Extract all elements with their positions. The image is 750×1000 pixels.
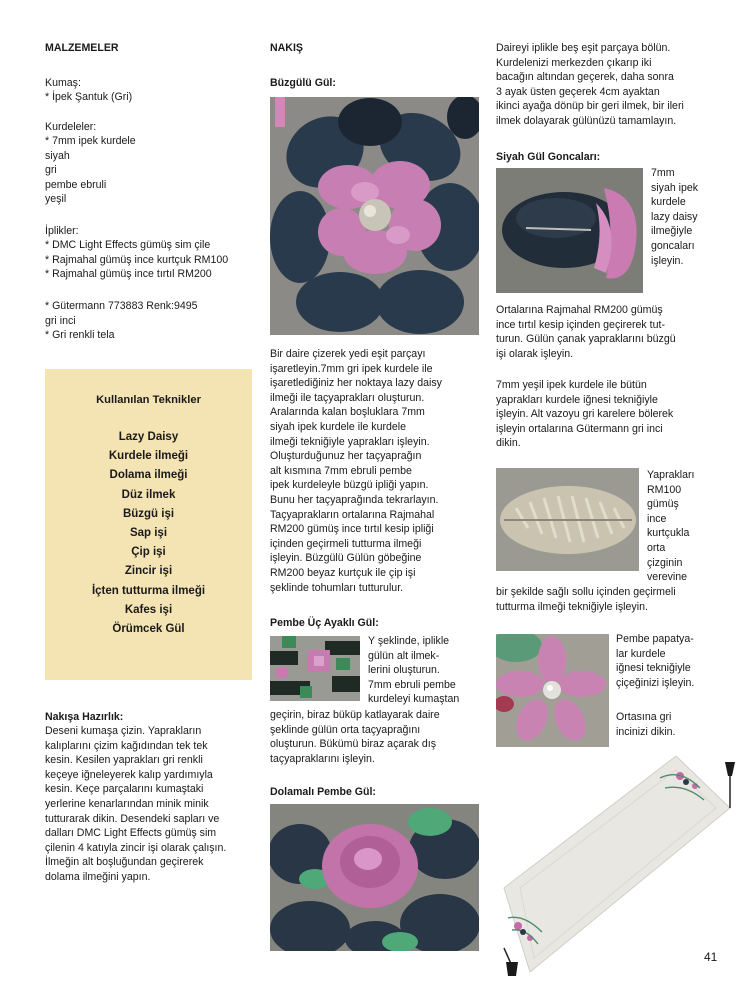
buzgulu-line: Oluşturduğunuz her taçyaprağın (270, 450, 422, 463)
yaprak-line: çizginin (647, 556, 683, 569)
ribbon-item: * 7mm ipek kurdele (45, 135, 136, 147)
yesil-line: işleyin. Alt vazoyu gri karelere bölerek (496, 408, 674, 421)
thread-item: * Rajmahal gümüş ince kurtçuk RM100 (45, 253, 229, 266)
technique-item: Büzgü işi (122, 507, 175, 520)
papatya-line: iğnesi tekniğiyle (616, 662, 691, 675)
techniques-list (45, 428, 252, 639)
yaprak-line: RM100 (647, 483, 682, 496)
yaprak-text (496, 585, 676, 614)
techniques-box (45, 369, 252, 680)
pembe-line: Y şeklinde, iplikle (368, 635, 450, 647)
buzgulu-line: işaretleyin.7mm gri ipek kurdele ile (270, 362, 433, 375)
pembe-line: oluşturun. Bükümü biraz açarak dış (270, 738, 437, 751)
prep-line: kesin. Kesilen yaprakları gri renkli (45, 754, 203, 767)
buzgulu-line: şeklinde tohumları tutturulur. (270, 581, 404, 594)
yesil-line: işleyin ortalarına Gütermann gri inci (496, 422, 663, 435)
ribbons-label: Kurdeleler: (45, 121, 97, 133)
technique-item: Dolama ilmeği (109, 469, 188, 482)
fabric-label: Kumaş: (45, 77, 81, 89)
intro-line: Kurdelenizi merkezden çıkarıp iki (496, 56, 652, 69)
intro-line: ikinci ayağa dönüp bir geri ilmek, bir ileri (496, 100, 684, 113)
yaprak-line: gümüş (647, 498, 679, 511)
siyah-side-text (651, 166, 698, 268)
threads-list (45, 238, 228, 282)
table-runner-photo (490, 748, 740, 978)
buzgulu-text (270, 347, 442, 595)
dolamali-heading: Dolamalı Pembe Gül: (270, 786, 376, 798)
papatya-side-text (616, 632, 694, 690)
siyah-line: işleyin. (651, 254, 684, 267)
prep-line: kesin. Keçe parçalarını kumaştaki (45, 783, 204, 796)
yaprak-line: verevine (647, 571, 688, 584)
siyah-line: ince tırtıl kesip içinden geçirerek tut- (496, 318, 665, 331)
prep-heading: Nakışa Hazırlık: (45, 711, 124, 723)
papatya-side-text-2 (616, 710, 675, 739)
buzgulu-line: işaretlediğiniz her noktaya lazy daisy (270, 377, 442, 390)
papatya-line: Ortasına gri (616, 711, 672, 723)
intro-line: Daireyi iplikle beş eşit parçaya bölün. (496, 42, 671, 54)
embroidery-heading: NAKIŞ (270, 42, 303, 54)
siyah-line: turun. Gülün çanak yapraklarını büzgü (496, 333, 676, 346)
technique-item: Lazy Daisy (118, 431, 179, 443)
pembe-line: 7mm ebruli pembe (368, 678, 456, 691)
papatya-line: çiçeğinizi işleyin. (616, 676, 695, 689)
threads-label: İplikler: (45, 225, 79, 237)
buzgulu-line: Bir daire çizerek yedi eşit parçayı (270, 348, 426, 360)
prep-line: tutturarak dikin. Desendeki sapları ve (45, 812, 220, 825)
technique-item: Kurdele ilmeği (108, 450, 189, 463)
fabric-list (45, 90, 132, 105)
pembe-line: kurdeleyi kumaştan (368, 693, 460, 706)
buzgulu-line: siyah ipek kurdele ile kurdele (270, 420, 407, 433)
ribbons-list (45, 134, 136, 207)
prep-line: kalıplarını çizim kağıdından tek tek (45, 739, 208, 752)
papatya-line: Pembe papatya- (616, 633, 694, 645)
buzgulu-line: ilmeği ile taçyaprakları oluşturun. (270, 391, 425, 404)
pembe-line: taçyapraklarını işleyin. (270, 752, 375, 765)
buzgulu-line: RM200 gümüş ince tırtıl kesip ipliği (270, 523, 434, 536)
yesil-line: dikin. (496, 437, 521, 450)
ribbon-item: siyah (45, 149, 70, 162)
siyah-line: siyah ipek (651, 181, 699, 194)
yaprak-line: tutturma ilmeği tekniğiyle işleyin. (496, 600, 648, 613)
technique-item: Düz ilmek (121, 488, 176, 501)
pembe-line: şeklinde gülün orta taçyaprağını (270, 723, 421, 736)
yesil-line: yaprakları kurdele iğnesi tekniğiyle (496, 393, 658, 406)
yaprak-side-text (647, 468, 695, 585)
buzgulu-line: Taçyaprakların ortalarına Rajmahal (270, 508, 435, 521)
technique-item: Çip işi (131, 546, 166, 559)
siyah-line: goncaları (651, 239, 695, 252)
prep-text (45, 724, 226, 885)
pembe-text (270, 708, 440, 766)
technique-item: Zincir işi (124, 565, 173, 578)
ribbon-item: yeşil (45, 193, 67, 206)
page-number: 41 (704, 950, 718, 964)
intro-line: 3 ayak üsten geçerek 4cm ayaktan (496, 85, 660, 98)
pembe-heading: Pembe Üç Ayaklı Gül: (270, 617, 379, 629)
siyah-line: işi olarak işleyin. (496, 347, 574, 360)
techniques-title: Kullanılan Teknikler (96, 394, 201, 406)
thread-item: * DMC Light Effects gümüş sim çile (45, 239, 211, 251)
buzgulu-line: RM200 beyaz kurtçuk ile çip işi (270, 566, 416, 579)
papatya-photo (496, 634, 609, 747)
papatya-line: lar kurdele (616, 647, 666, 660)
siyah-line: ilmeğiyle (651, 225, 693, 238)
leaf-photo (496, 468, 639, 571)
materials-heading: MALZEMELER (45, 42, 119, 54)
siyah-line: 7mm (651, 167, 675, 179)
fabric-item: * İpek Şantuk (Gri) (45, 91, 133, 103)
pembe-line: lerini oluşturun. (368, 664, 440, 677)
pembe-line: geçirin, biraz büküp katlayarak daire (270, 709, 440, 721)
yaprak-line: Yaprakları (647, 469, 695, 481)
extras-list (45, 299, 198, 343)
buzgulu-line: işleyin. Büzgülü Gülün göbeğine (270, 552, 422, 565)
buzgulu-line: ilmeği tekniğiyle yaprakları işleyin. (270, 435, 430, 448)
siyah-line: Ortalarına Rajmahal RM200 gümüş (496, 304, 663, 316)
siyah-text (496, 303, 676, 361)
pembe-rose-photo (270, 636, 360, 701)
prep-line: Deseni kumaşa çizin. Yaprakların (45, 725, 202, 737)
prep-line: keçeye iğneleyerek kalıp yardımıyla (45, 768, 213, 781)
prep-line: çilenin 4 katıyla zincir işi olarak çalışın. (45, 841, 227, 854)
intro-text (496, 41, 684, 129)
prep-line: dolama ilmeğini yapın. (45, 870, 151, 883)
ribbon-item: gri (45, 164, 57, 177)
pembe-side-text (368, 634, 459, 707)
siyah-line: kurdele (651, 196, 686, 209)
papatya-line: incinizi dikin. (616, 725, 676, 738)
pembe-line: gülün alt ilmek- (368, 649, 440, 662)
technique-item: Kafes işi (124, 603, 173, 616)
technique-item: Örümcek Gül (112, 623, 185, 636)
buzgulu-line: Bunu her taçyaprağında tekrarlayın. (270, 493, 439, 506)
extra-item: * Gri renkli tela (45, 329, 115, 342)
extra-item: * Gütermann 773883 Renk:9495 (45, 300, 198, 312)
prep-line: dalları DMC Light Effects gümüş sim (45, 827, 217, 840)
yaprak-line: ince (647, 512, 667, 525)
yaprak-line: bir şekilde sağlı sollu içinden geçirmeli (496, 586, 676, 598)
siyah-bud-photo (496, 168, 643, 293)
yesil-line: 7mm yeşil ipek kurdele ile bütün (496, 379, 647, 391)
extra-item: gri inci (45, 314, 76, 327)
yesil-text (496, 378, 673, 451)
buzgulu-rose-photo (270, 97, 479, 335)
yaprak-line: orta (647, 541, 666, 554)
prep-line: yerlerine kenarlarından minik minik (45, 797, 209, 810)
buzgulu-line: alt kısmına 7mm ebruli pembe (270, 464, 412, 477)
dolamali-rose-photo (270, 804, 479, 951)
intro-line: ilmek dolayarak gülünüzü tamamlayın. (496, 114, 677, 127)
intro-line: bacağın altından geçerek, daha sonra (496, 71, 674, 84)
buzgulu-line: Aralarında kalan boşluklara 7mm (270, 406, 425, 419)
siyah-line: lazy daisy (651, 210, 698, 223)
ribbon-item: pembe ebruli (45, 178, 107, 191)
buzgulu-line: ipek kurdeleyle büzgü ipliği yapın. (270, 479, 429, 492)
siyah-heading: Siyah Gül Goncaları: (496, 151, 601, 163)
buzgulu-line: içinden geçirmeli tutturma ilmeği (270, 537, 422, 550)
technique-item: İçten tutturma ilmeği (91, 584, 206, 597)
yaprak-line: kurtçukla (647, 527, 690, 540)
buzgulu-heading: Büzgülü Gül: (270, 77, 336, 89)
prep-line: İlmeğin alt boşluğundan geçirerek (45, 856, 204, 869)
technique-item: Sap işi (129, 527, 168, 540)
thread-item: * Rajmahal gümüş ince tırtıl RM200 (45, 268, 212, 281)
